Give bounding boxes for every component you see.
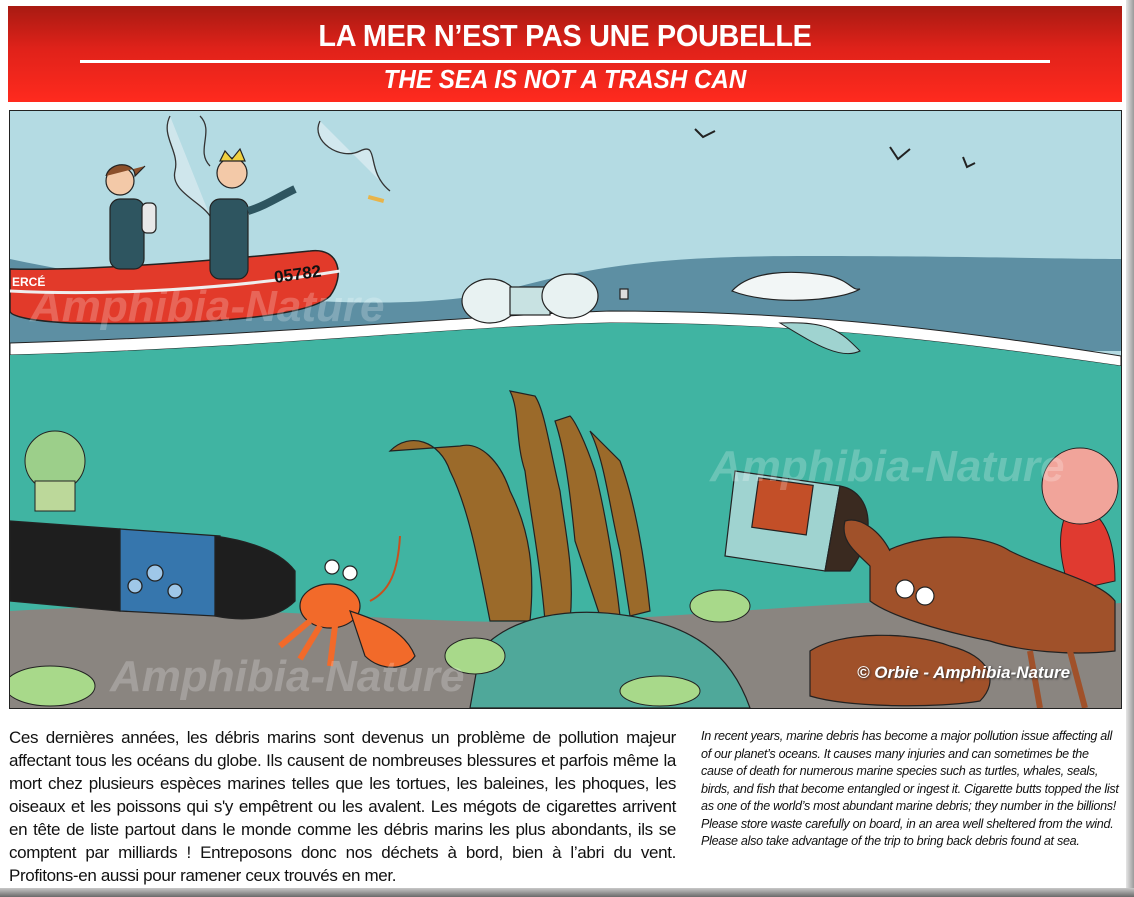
body-text-french: Ces dernières années, les débris marins sont devenus un problème de pollution majeur affectant tous les océans du globe. Ils causent de nombreuses blessures et parfois même la mort chez plusieurs espèces marines telles que les tortues, les baleines, les phoques, les oiseaux et les poissons qui s'y empêtrent ou les avalent. Les mégots de cigarettes arrivent en tête de liste partout dans le monde comme les débris marins les plus abondants, ils se comptent par milliards ! Entreposons donc nos déchets à bord, bien à l’abri du vent. Profitons-en aussi pour ramener ceux trouvés en mer. [9, 728, 676, 885]
illustration [9, 110, 1122, 709]
svg-text:ERCÉ: ERCÉ [12, 275, 46, 289]
title-divider [80, 60, 1050, 63]
body-text-english: In recent years, marine debris has become a major pollution issue affecting all of our planet’s oceans. It causes many injuries and can sometimes be the cause of death for numerous marine species such as turtles, whales, seals, birds, and fish that become entangled or ingest it. Cigarette butts topped the list as one of the world’s most abundant marine debris; they number in the billions! Please store waste carefully on board, in an area well sheltered from the wind. Please also take advantage of the trip to bring back debris found at sea. [701, 729, 1119, 848]
title-english: THE SEA IS NOT A TRASH CAN [383, 64, 747, 94]
page-shadow-bottom [0, 888, 1134, 897]
title-banner [8, 6, 1122, 102]
illustration-canvas [10, 111, 1121, 708]
title-french: LA MER N’EST PAS UNE POUBELLE [318, 18, 812, 53]
svg-text:Amphibia-Nature: Amphibia-Nature [30, 282, 385, 331]
svg-text:Amphibia-Nature: Amphibia-Nature [710, 442, 1065, 491]
svg-text:05782: 05782 [272, 261, 323, 287]
image-credit: © Orbie - Amphibia-Nature [857, 663, 1071, 682]
page-shadow-right [1126, 0, 1134, 897]
svg-text:Amphibia-Nature: Amphibia-Nature [110, 652, 465, 701]
